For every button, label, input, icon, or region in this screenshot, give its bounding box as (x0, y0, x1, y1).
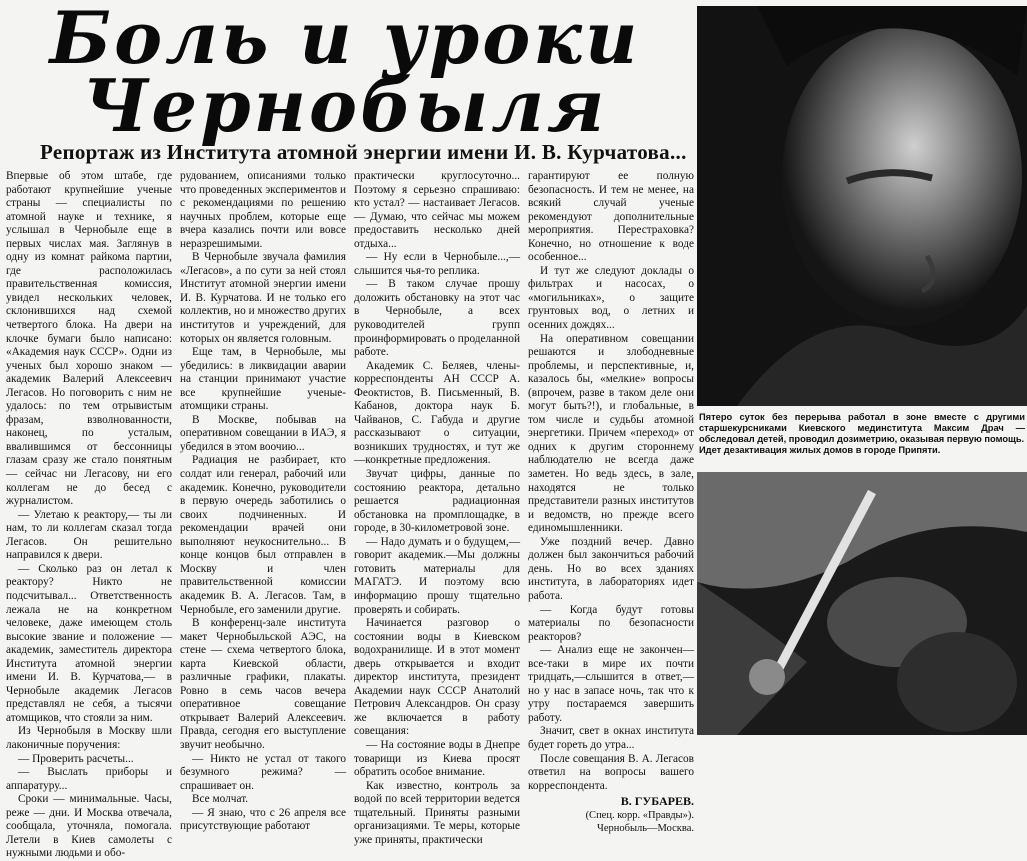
portrait-photo (697, 6, 1027, 406)
headline-line-1: Боль и уроки (49, 0, 641, 80)
portrait-photo-image (697, 6, 1027, 406)
article-column-4 (528, 170, 694, 835)
paragraph: — Улетаю к реактору,— ты ли нам, то ли коллегам сказал тогда Легасов. Он решительно направился к двери. (6, 508, 172, 562)
paragraph: Все молчат. (192, 793, 249, 806)
paragraph: Как известно, контроль за водой по всей территории ведется тщательный. Приняты разными организациями. Те меры, которые уже приняты, практически (354, 779, 520, 846)
paragraph: После совещания В. А. Легасов ответил на вопросы вашего корреспондента. (528, 752, 694, 792)
article-column-1 (6, 170, 172, 860)
paragraph: Уже поздний вечер. Давно должен был закончиться рабочий день. Но во всех зданиях института, в лабораториях идет работа. (528, 535, 694, 602)
paragraph: гарантируют ее полную безопасность. И тем не менее, на всякий случай ученые рекомендуют дополнительные мероприятия. Перестраховка? Конечно, но отношение к воде особенное... (528, 170, 694, 264)
paragraph: В Москве, побывав на оперативном совещании в ИАЭ, я убедился в этом воочию... (180, 413, 346, 453)
paragraph: Академик С. Беляев, члены-корреспонденты АН СССР А. Феоктистов, В. Письменный, В. Кабанов, доктора наук Б. Чайванов, С. Габуда и другие рассказывают о ситуации, возникших трудностях, и тут же—конкретные предложения. (354, 359, 520, 467)
paragraph: И тут же следуют доклады о фильтрах и насосах, о «могильниках», о защите грунтовых вод, о летних и осенних дождях... (528, 264, 694, 332)
photo-caption (699, 412, 1025, 456)
paragraph: — Выслать приборы и аппаратуру... (6, 766, 172, 792)
paragraph: Сроки — минимальные. Часы, реже — дни. И Москва отвечала, сообщала, уточняла, помогала. Летели в Киев самолеты с нужными людьми и обо- (6, 793, 172, 860)
paragraph: На оперативном совещании решаются и злободневные проблемы, и перспективные, и, казалось бы, «мелкие» вопросы (впрочем, разве в таком деле они могут быть?!), и глобальные, в том числе и судьбы атомной энергетики. Причем «переход» от одних к другим стороннему наблюдателю не всегда даже заметен. Но ведь здесь, в зале, находятся не только представители разных институтов и ведомств, но прежде всего единомышленники. (528, 332, 694, 535)
paragraph: — Надо думать и о будущем,— говорит академик.—Мы должны готовить материалы для МАГАТЭ. И поэтому всю информацию прошу тщательно проверять и собирать. (354, 535, 520, 616)
paragraph: Начинается разговор о состоянии воды в Киевском водохранилище. И в этот момент дверь открывается и входит директор института, президент Академии наук СССР Анатолий Петрович Александров. Он сразу же включается в работу совещания: (354, 617, 520, 738)
decontamination-photo (697, 472, 1027, 735)
caption-line-2: Идет дезактивация жилых домов в городе Припяти. (699, 445, 941, 455)
paragraph: В конференц-зале института макет Чернобыльской АЭС, на стене — схема четвертого блока, карта Киевской области, различные графики, плакаты. Ровно в семь часов вечера оперативное совещание открывает Валерий Алексеевич. Правда, сегодня его выступление звучит необычно. (180, 617, 346, 751)
dateline: Чернобыль—Москва. (597, 823, 694, 835)
paragraph: Звучат цифры, данные по состоянию реактора, детально решается радиационная обстановка на промплощадке, в городе, в 30-километровой зоне. (354, 468, 520, 535)
paragraph: практически круглосуточно... Поэтому я серьезно спрашиваю: кто устал? — настаивает Легасов.— Думаю, что сейчас мы можем предоставить несколько дней отдыха... (354, 170, 520, 250)
paragraph: — Никто не устал от такого безумного режима? — спрашивает он. (180, 752, 346, 792)
caption-line-1: Пятеро суток без перерыва работал в зоне вместе с другими старшекурсниками Киевского мединститута Максим Драч — обследовал детей, проводил дозиметрию, оказывая первую помощь. (699, 412, 1025, 444)
headline-line-2: Чернобыля (82, 63, 608, 148)
paragraph: Значит, свет в окнах института будет гореть до утра... (528, 725, 694, 751)
paragraph: — Когда будут готовы материалы по безопасности реакторов? (528, 603, 694, 643)
paragraph: — Проверить расчеты... (18, 752, 134, 765)
article-column-2 (180, 170, 347, 833)
article-column-3 (354, 170, 520, 846)
paragraph: — В таком случае прошу доложить обстановку на этот час в Чернобыле, а всех руководителей групп проинформировать о проделанной работе. (354, 278, 520, 359)
author-role: (Спец. корр. «Правды»). (585, 809, 694, 821)
paragraph: Радиация не разбирает, кто солдат или генерал, рабочий или академик. Конечно, руководители в первую очередь заботились о своих подчиненных. И рекомендации врачей они выполняют неукоснительно... В конце концов был отправлен в Москву и член правительственной комиссии академик В. А. Легасов. Там, в Чернобыле, его заменили другие. (180, 454, 346, 616)
paragraph: В Чернобыле звучала фамилия «Легасов», а по сути за ней стоял Институт атомной энергии имени И. В. Курчатова. И не только его коллектив, но и множество других институтов и учреждений, для которых он является головным. (180, 251, 346, 345)
decontamination-photo-image (697, 472, 1027, 735)
paragraph: — На состояние воды в Днепре товарищи из Киева просят обратить особое внимание. (354, 738, 520, 779)
subheadline: Репортаж из Института атомной энергии имени И. В. Курчатова... (40, 140, 687, 164)
article-body (6, 170, 694, 860)
paragraph: Из Чернобыля в Москву шли лаконичные поручения: (6, 725, 172, 751)
paragraph: Впервые об этом штабе, где работают крупнейшие ученые страны — специалисты по атомной науке и технике, я услышал в Чернобыле еще в первых числах мая. Заглянув в одну из комнат райкома партии, где расположилась правительственная комиссия, увидел нескольких человек, склонившихся над схемой четвертого блока. На двери на клочке бумаги было написано: «Академия наук СССР». Одни из ученых был хорошо знаком — академик Валерий Алексеевич Легасов. Но поговорить с ним не удалось: по тем отрывистым фразам, взволнованности, наконец, по усталым, ввалившимся от бессонницы глазам сразу же стало понятным — сейчас ни Легасову, ни его коллегам не до бесед с журналистом. (6, 170, 172, 508)
paragraph: рудованием, описаниями только что проведенных экспериментов и с рекомендациями по решению научных проблем, которые еще вчера казались почти или вовсе неразрешимыми. (180, 170, 347, 250)
author-signature: В. ГУБАРЕВ. (620, 794, 694, 809)
headline (0, 0, 690, 148)
paragraph: Еще там, в Чернобыле, мы убедились: в ликвидации аварии на станции принимают участие все крупнейшие ученые-атомщики страны. (180, 346, 346, 413)
paragraph: — Я знаю, что с 26 апреля все присутствующие работают (180, 806, 346, 833)
paragraph: — Ну если в Чернобыле...,— слышится чья-то реплика. (354, 251, 520, 277)
paragraph: — Сколько раз он летал к реактору? Никто не подсчитывал... Ответственность лежала не на конкретном человеке, даже имеющем столь высокие звание и положение — академик, заместитель директора Института атомной энергии имени И. В. Курчатова,— в Чернобыле академик Легасов представлял не себя, а тысячи атомщиков, что стояли за ним. (6, 562, 172, 724)
paragraph: — Анализ еще не закончен— все-таки в мире их почти тридцать,—слышится в ответ,—но у нас в запасе ночь, так что к утру постараемся завершить работу. (528, 644, 694, 724)
